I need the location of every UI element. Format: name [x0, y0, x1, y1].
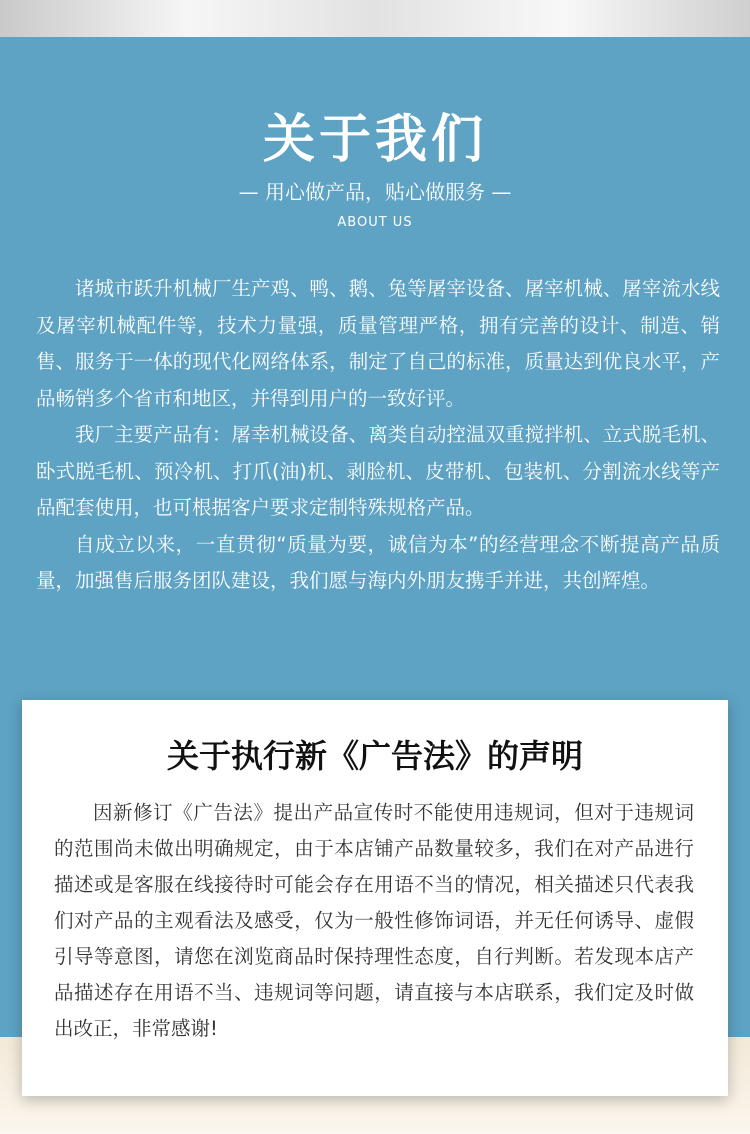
company-intro	[36, 271, 720, 600]
notice-title: 关于执行新《广告法》的声明	[166, 737, 583, 775]
notice-body: 因新修订《广告法》提出产品宣传时不能使用违规词，但对于违规词的范围尚未做出明确规定，由于本店铺产品数量较多，我们在对产品进行描述或是客服在线接待时可能会存在用语不当的情况，相关描述只代表我们对产品的主观看法及感受，仅为一般性修饰词语，并无任何诱导、虚假引导等意图，请您在浏览商品时保持理性态度，自行判断。若发现本店产品描述存在用语不当、违规词等问题，请直接与本店联系，我们定及时做出改正，非常感谢!	[54, 801, 694, 1040]
page-subtitle-english: ABOUT US	[337, 215, 413, 230]
intro-paragraph: 自成立以来，一直贯彻“质量为要，诚信为本”的经营理念不断提高产品质量，加强售后服务团队建设，我们愿与海内外朋友携手并进，共创辉煌。	[36, 532, 720, 592]
ad-law-notice-card	[22, 700, 728, 1096]
page-subtitle: — 用心做产品，贴心做服务 —	[238, 180, 512, 204]
intro-paragraph: 我厂主要产品有：屠幸机械设备、离类自动控温双重搅拌机、立式脱毛机、卧式脱毛机、预冷机、打爪(油)机、剥脸机、皮带机、包装机、分割流水线等产品配套使用，也可根据客户要求定制特殊规格产品。	[36, 423, 720, 519]
page-title: 关于我们	[262, 110, 487, 170]
top-decorative-strip	[0, 0, 750, 37]
intro-paragraph: 诸城市跃升机械厂生产鸡、鸭、鹅、兔等屠宰设备、屠宰机械、屠宰流水线及屠宰机械配件等，技术力量强，质量管理严格，拥有完善的设计、制造、销售、服务于一体的现代化网络体系，制定了自己的标准，质量达到优良水平，产品畅销多个省市和地区，并得到用户的一致好评。	[36, 277, 720, 410]
